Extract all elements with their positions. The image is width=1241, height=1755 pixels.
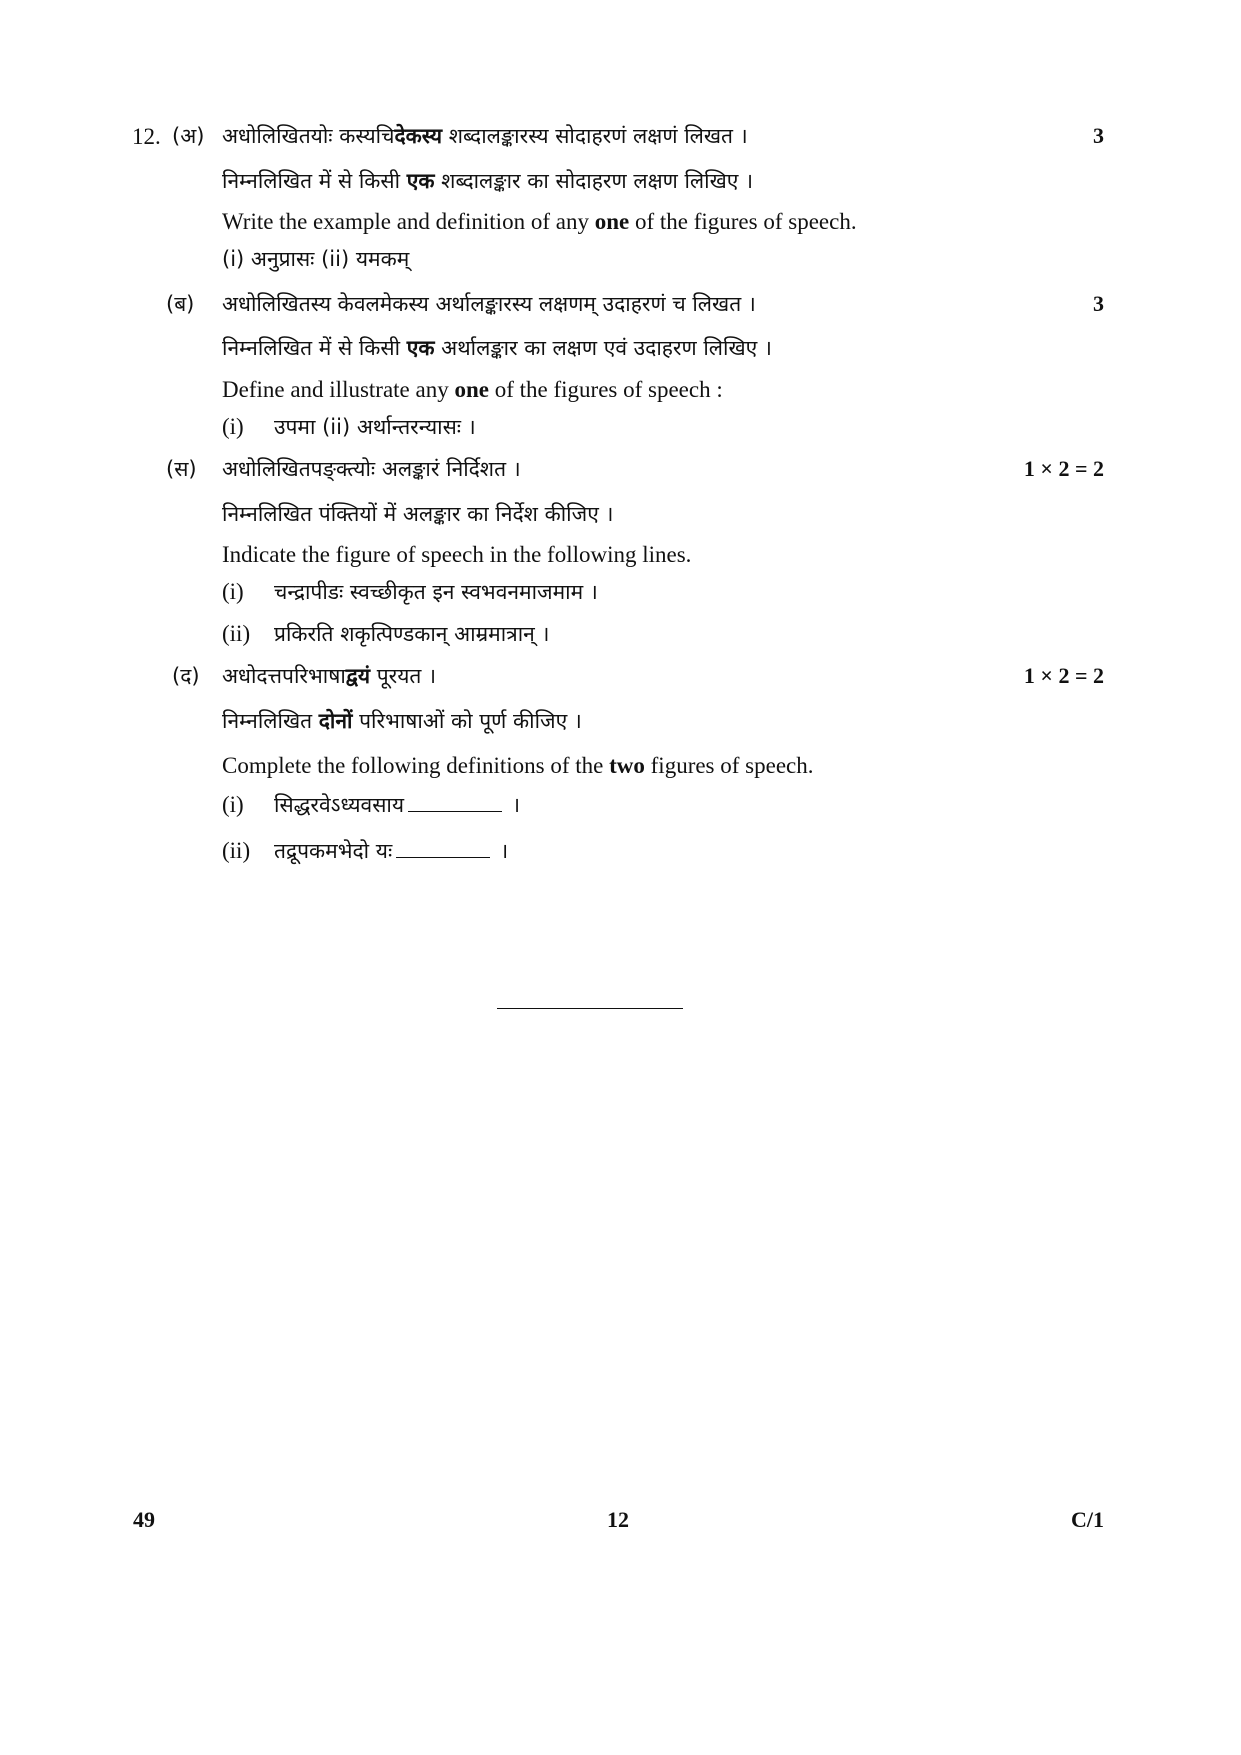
- page-number: 12: [607, 1507, 629, 1532]
- part-label-b: (ब): [166, 292, 195, 316]
- part-label-a: (अ): [172, 124, 205, 148]
- part-c-english: Indicate the figure of speech in the following lines.: [222, 542, 692, 567]
- footer-set: C/1: [1071, 1507, 1104, 1532]
- footer-code: 49: [133, 1507, 155, 1532]
- part-c-marks: 1 × 2 = 2: [1023, 456, 1104, 481]
- part-c-sanskrit: अधोलिखितपङ्क्त्योः अलङ्कारं निर्दिशत ।: [222, 457, 521, 481]
- part-a-marks: 3: [1093, 123, 1104, 148]
- part-a-options: (i) अनुप्रासः (ii) यमकम्: [222, 247, 410, 271]
- part-d-hindi: निम्नलिखित दोनों परिभाषाओं को पूर्ण कीजिए ।: [222, 709, 582, 733]
- answer-blank: [396, 839, 490, 858]
- part-c-item-1: (i) चन्द्रापीडः स्वच्छीकृत इन स्वभवनमाजमाम ।: [222, 579, 598, 604]
- part-b-marks: 3: [1093, 291, 1104, 316]
- part-b-english: Define and illustrate any one of the figures of speech :: [222, 377, 723, 402]
- question-number: 12.: [132, 124, 161, 149]
- part-c-item-2: (ii) प्रकिरति शकृत्पिण्डकान् आम्रमात्रान् ।: [222, 621, 550, 646]
- part-label-d: (द): [172, 664, 200, 688]
- part-b-options: (i) उपमा (ii) अर्थान्तरन्यासः ।: [222, 414, 476, 439]
- part-d-item-1: (i) सिद्धरवेऽध्यवसाय ।: [222, 792, 521, 817]
- part-d-item-2: (ii) तद्रूपकमभेदो यः ।: [222, 838, 509, 863]
- answer-blank: [408, 793, 502, 812]
- end-of-question-rule: [497, 1008, 683, 1009]
- part-b-hindi: निम्नलिखित में से किसी एक अर्थालङ्कार का लक्षण एवं उदाहरण लिखिए ।: [222, 336, 772, 360]
- part-a-hindi: निम्नलिखित में से किसी एक शब्दालङ्कार का सोदाहरण लक्षण लिखिए ।: [222, 169, 754, 193]
- part-a-sanskrit: अधोलिखितयोः कस्यचिदेकस्य शब्दालङ्कारस्य सोदाहरणं लक्षणं लिखत ।: [222, 124, 748, 148]
- part-b-sanskrit: अधोलिखितस्य केवलमेकस्य अर्थालङ्कारस्य लक्षणम् उदाहरणं च लिखत ।: [222, 292, 756, 316]
- part-d-marks: 1 × 2 = 2: [1023, 663, 1104, 688]
- part-d-english: Complete the following definitions of the two figures of speech.: [222, 753, 814, 778]
- part-d-sanskrit: अधोदत्तपरिभाषाद्वयं पूरयत ।: [222, 664, 437, 688]
- part-c-hindi: निम्नलिखित पंक्तियों में अलङ्कार का निर्देश कीजिए ।: [222, 502, 614, 526]
- part-label-c: (स): [166, 457, 197, 481]
- part-a-english: Write the example and definition of any one of the figures of speech.: [222, 209, 857, 234]
